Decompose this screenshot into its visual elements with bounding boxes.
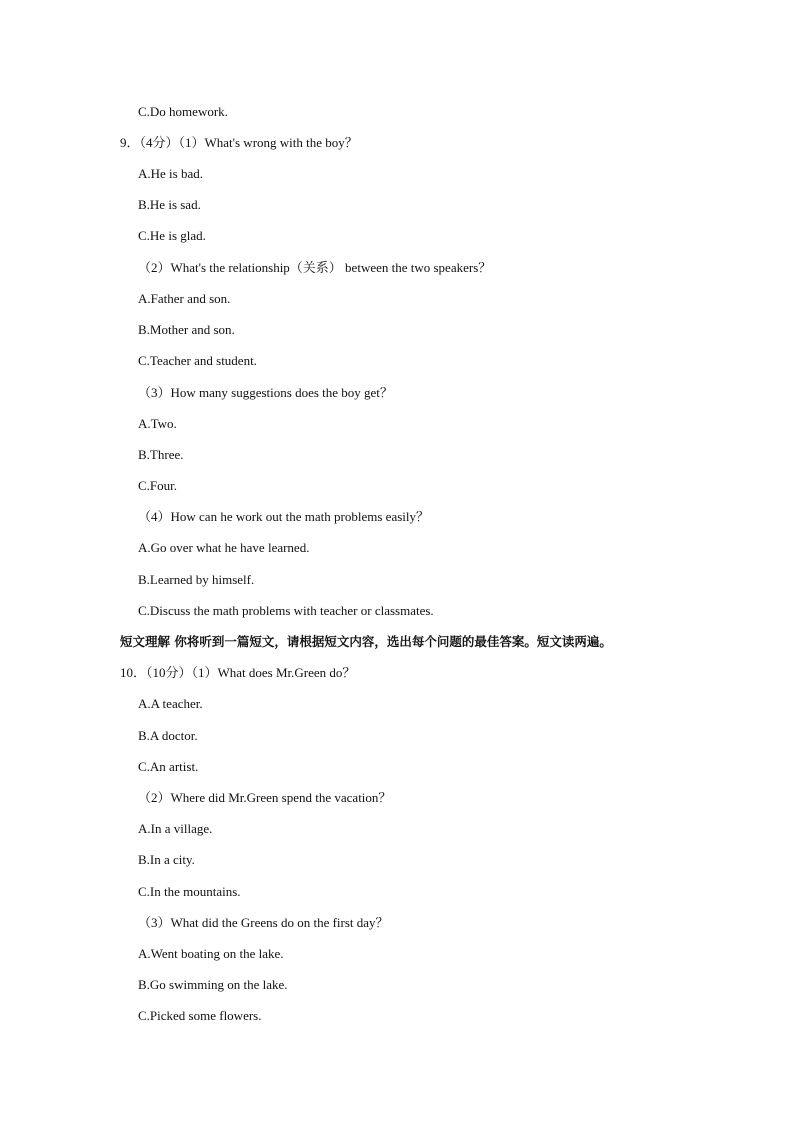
option-c: C.An artist. (138, 759, 199, 774)
option-c: C.Four. (138, 478, 178, 493)
question-10-part-3: （3）What did the Greens do on the first day？ (138, 915, 389, 930)
option-c-q8: C.Do homework. (138, 104, 228, 119)
option-a: A.In a village. (138, 821, 213, 836)
option-c: C.Discuss the math problems with teacher or classmates. (138, 603, 434, 618)
option-a: A.Went boating on the lake. (138, 946, 284, 961)
option-b: B.Go swimming on the lake. (138, 977, 288, 992)
option-b: B.Mother and son. (138, 322, 235, 337)
option-c: C.In the mountains. (138, 884, 241, 899)
option-b: B.In a city. (138, 852, 195, 867)
option-a: A.A teacher. (138, 696, 203, 711)
question-9-part-1: 9．（4分）（1）What's wrong with the boy？ (120, 135, 358, 150)
option-a: A.Two. (138, 416, 177, 431)
section-heading-passage-comprehension: 短文理解 你将听到一篇短文，请根据短文内容，选出每个问题的最佳答案。短文读两遍。 (120, 634, 612, 649)
option-b: B.Three. (138, 447, 184, 462)
option-a: A.He is bad. (138, 166, 203, 181)
option-b: B.He is sad. (138, 197, 201, 212)
question-10-part-1: 10．（10分）（1）What does Mr.Green do？ (120, 665, 356, 680)
option-a: A.Go over what he have learned. (138, 540, 310, 555)
option-a: A.Father and son. (138, 291, 231, 306)
option-c: C.Picked some flowers. (138, 1008, 262, 1023)
option-c: C.Teacher and student. (138, 353, 257, 368)
question-10-part-2: （2）Where did Mr.Green spend the vacation？ (138, 790, 392, 805)
option-b: B.Learned by himself. (138, 572, 255, 587)
option-b: B.A doctor. (138, 728, 198, 743)
question-9-part-2: （2）What's the relationship（关系） between the two speakers？ (138, 260, 492, 275)
question-9-part-4: （4）How can he work out the math problems easily？ (138, 509, 429, 524)
question-9-part-3: （3）How many suggestions does the boy get？ (138, 385, 393, 400)
option-c: C.He is glad. (138, 228, 206, 243)
